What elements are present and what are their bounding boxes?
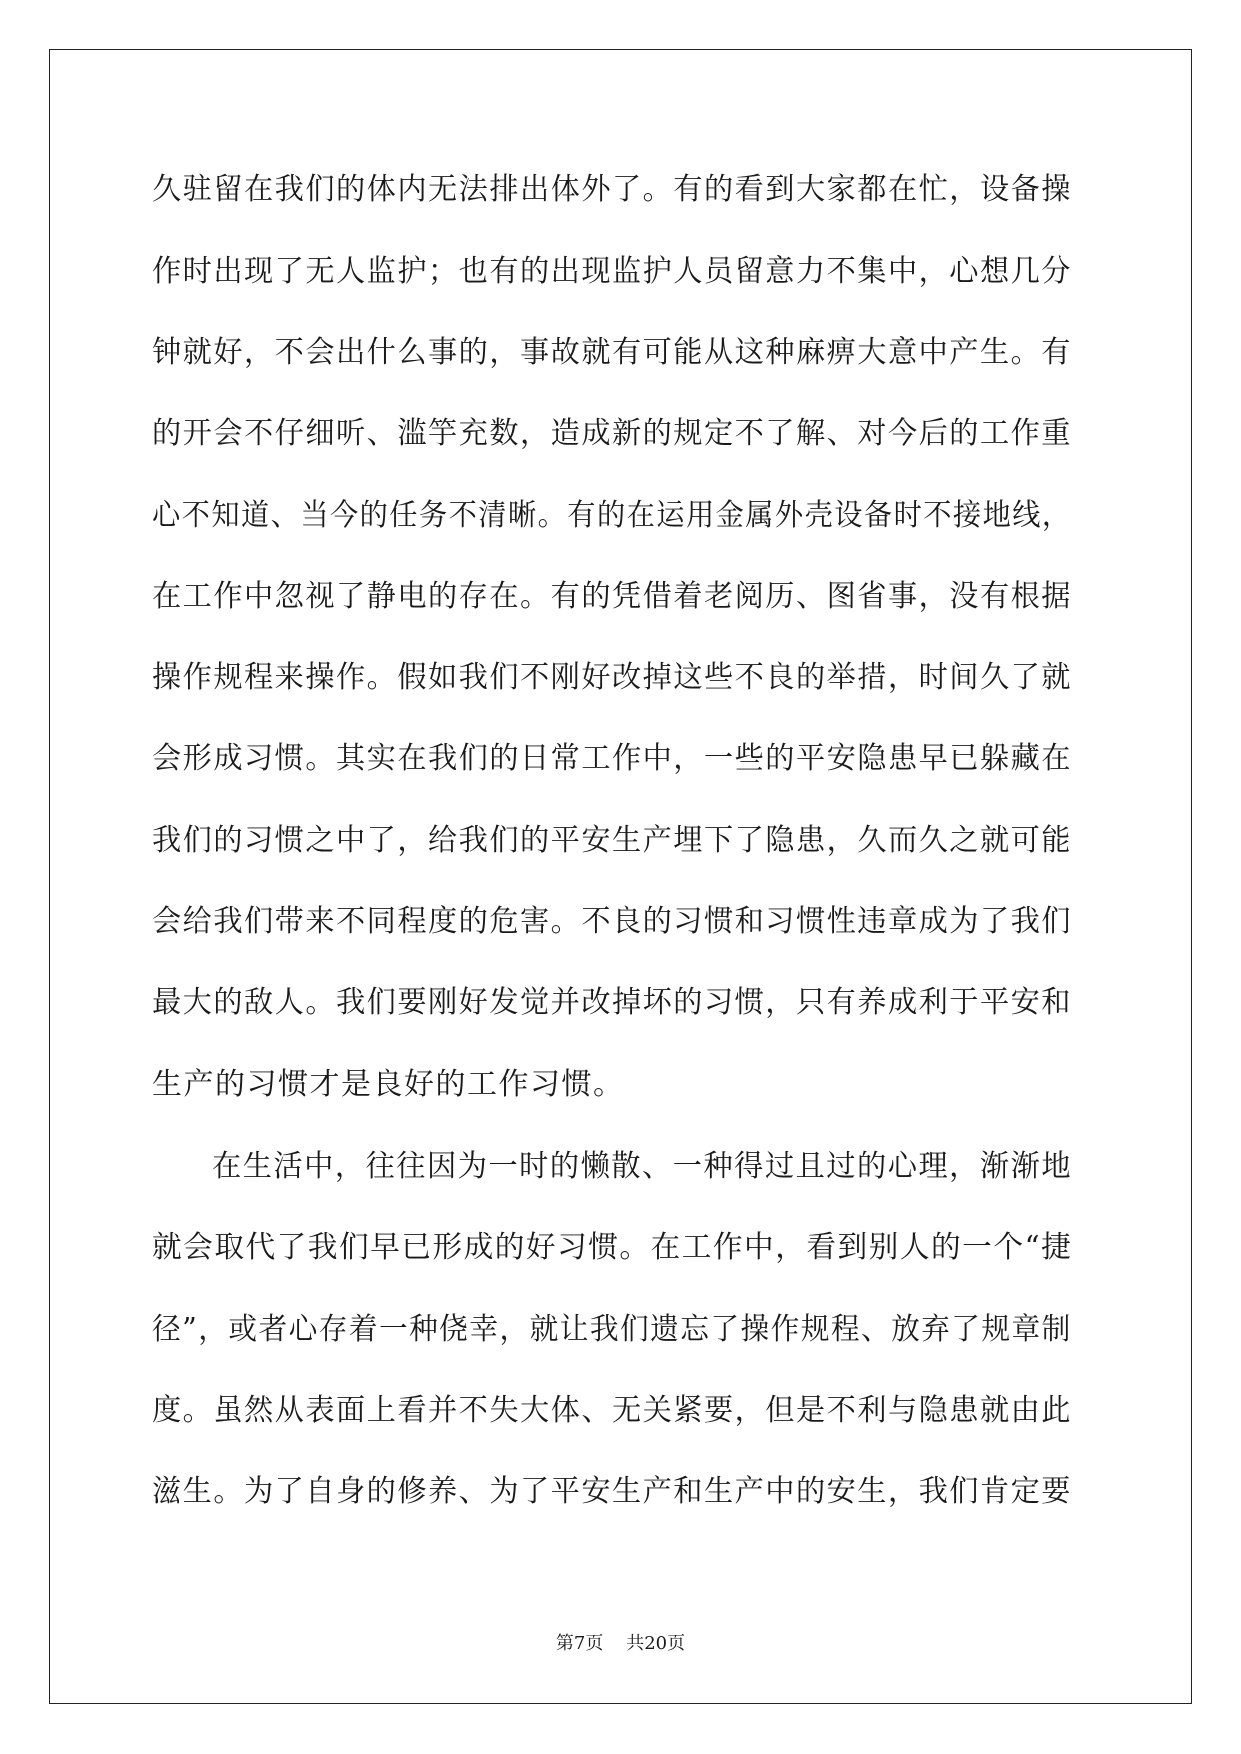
body-text-line: 度。虽然从表面上看并不失大体、无关紧要，但是不利与隐患就由此 [152,1393,1072,1428]
body-text-line: 会形成习惯。其实在我们的日常工作中，一些的平安隐患早已躲藏在 [152,741,1072,776]
body-text-line: 久驻留在我们的体内无法排出体外了。有的看到大家都在忙，设备操 [152,172,1072,207]
body-text-line: 滋生。为了自身的修养、为了平安生产和生产中的安生，我们肯定要 [152,1474,1072,1509]
body-text-line: 作时出现了无人监护；也有的出现监护人员留意力不集中，心想几分 [152,254,1072,289]
body-text-line: 心不知道、当今的任务不清晰。有的在运用金属外壳设备时不接地线， [152,498,1072,533]
body-text-line: 的开会不仔细听、滥竽充数，造成新的规定不了解、对今后的工作重 [152,416,1072,451]
body-text-line: 我们的习惯之中了，给我们的平安生产埋下了隐患，久而久之就可能 [152,823,1072,858]
body-text-line: 钟就好，不会出什么事的，事故就有可能从这种麻痹大意中产生。有 [152,335,1072,370]
body-text-line: 最大的敌人。我们要刚好发觉并改掉坏的习惯，只有养成利于平安和 [152,985,1072,1020]
body-text-line: 就会取代了我们早已形成的好习惯。在工作中，看到别人的一个“捷 [152,1230,1073,1265]
body-text-line: 会给我们带来不同程度的危害。不良的习惯和习惯性违章成为了我们 [152,904,1072,939]
body-text-line: 径”，或者心存着一种侥幸，就让我们遗忘了操作规程、放弃了规章制 [152,1312,1072,1347]
body-text-line: 操作规程来操作。假如我们不刚好改掉这些不良的举措，时间久了就 [152,660,1072,695]
page-border [49,49,1192,1704]
body-text-line: 在生活中，往往因为一时的懒散、一种得过且过的心理，渐渐地 [212,1149,1073,1184]
body-text-line: 生产的习惯才是良好的工作习惯。 [152,1067,625,1102]
page-number-footer: 第7页 共20页 [555,1633,686,1654]
body-text-line: 在工作中忽视了静电的存在。有的凭借着老阅历、图省事，没有根据 [152,579,1072,614]
